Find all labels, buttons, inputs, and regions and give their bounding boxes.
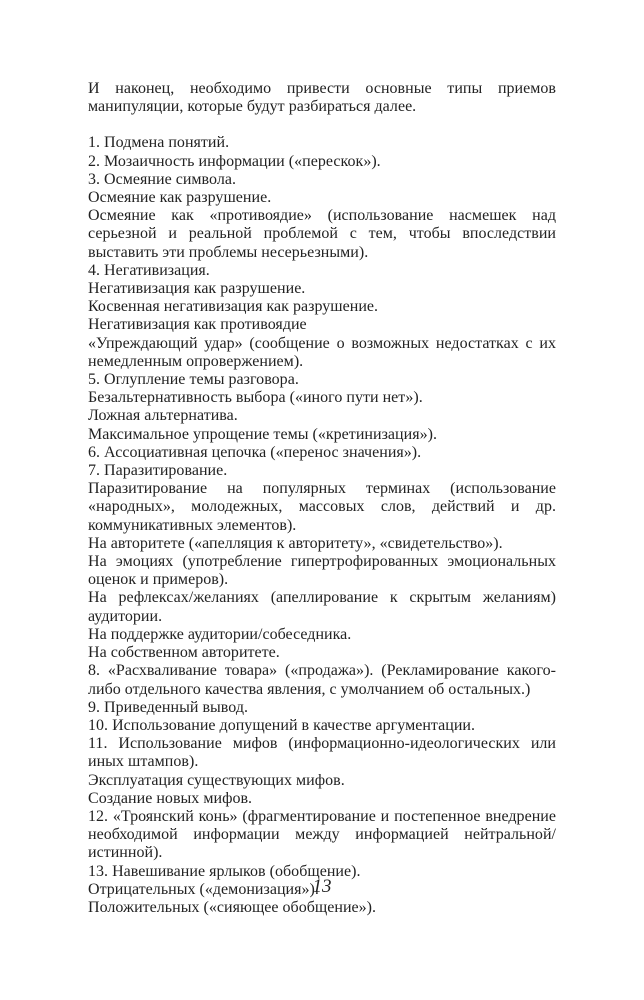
list-item: Негативизация как противоядие bbox=[88, 316, 307, 334]
list-item: 13. Навешивание ярлыков (обобщение). bbox=[88, 862, 361, 880]
list-item: Паразитирование на популярных терминах (использование «народных», молодежных, массовых слов, действий и др. коммуникативных элементов). bbox=[88, 480, 556, 534]
list-item: Эксплуатация существующих мифов. bbox=[88, 771, 345, 789]
list-item: Осмеяние как «противоядие» (использование насмешек над серьезной и реальной проблемой с тем, чтобы впоследствии выставить эти проблемы несерьезными). bbox=[88, 207, 556, 261]
list-item: Положительных («сияющее обобщение»). bbox=[88, 898, 377, 916]
list-item: Создание новых мифов. bbox=[88, 789, 253, 807]
list-item: 8. «Расхваливание товара» («продажа»). (Рекламирование какого-либо отдельного качества явления, с умолчанием об остальных.) bbox=[88, 662, 556, 698]
list-item: На поддержке аудитории/собеседника. bbox=[88, 625, 352, 643]
list-item: 6. Ассоциативная цепочка («перенос значения»). bbox=[88, 443, 422, 461]
list-item: 5. Оглупление темы разговора. bbox=[88, 371, 299, 389]
intro-paragraph: И наконец, необходимо привести основные типы приемов манипуляции, которые будут разбираться далее. bbox=[88, 80, 556, 116]
list-item: Безальтернативность выбора («иного пути нет»). bbox=[88, 389, 423, 407]
list-item: Отрицательных («демонизация»). bbox=[88, 880, 319, 898]
list-item: 12. «Троянский конь» (фрагментирование и постепенное внедрение необходимой информации между информацией нейтральной/истинной). bbox=[88, 807, 556, 862]
list-item: На собственном авторитете. bbox=[88, 644, 280, 662]
list-item: Осмеяние как разрушение. bbox=[88, 189, 272, 207]
list-item: 3. Осмеяние символа. bbox=[88, 170, 236, 188]
body-text bbox=[88, 80, 556, 917]
list-item: 2. Мозаичность информации («перескок»). bbox=[88, 152, 381, 170]
list-item: На авторитете («апелляция к авторитету», «свидетельство»). bbox=[88, 534, 503, 552]
list-item: Негативизация как разрушение. bbox=[88, 280, 306, 298]
list-item: 1. Подмена понятий. bbox=[88, 134, 230, 152]
list-item: Ложная альтернатива. bbox=[88, 407, 238, 425]
list-item: 11. Использование мифов (информационно-идеологических или иных штампов). bbox=[88, 735, 556, 771]
list-item: На рефлексах/желаниях (апеллирование к скрытым желаниям) аудитории. bbox=[88, 589, 556, 625]
list-item: На эмоциях (употребление гипертрофированных эмоциональных оценок и примеров). bbox=[88, 553, 556, 589]
page-number: 13 bbox=[312, 876, 332, 897]
list-item: Максимальное упрощение темы («кретинизация»). bbox=[88, 425, 437, 443]
list-item: 9. Приведенный вывод. bbox=[88, 698, 248, 716]
list-item: «Упреждающий удар» (сообщение о возможных недостатках с их немедленным опровержением). bbox=[88, 334, 556, 370]
list-item: 4. Негативизация. bbox=[88, 261, 210, 279]
list-item: Косвенная негативизация как разрушение. bbox=[88, 298, 379, 316]
list-item: 7. Паразитирование. bbox=[88, 462, 228, 480]
list-item: 10. Использование допущений в качестве аргументации. bbox=[88, 716, 476, 734]
